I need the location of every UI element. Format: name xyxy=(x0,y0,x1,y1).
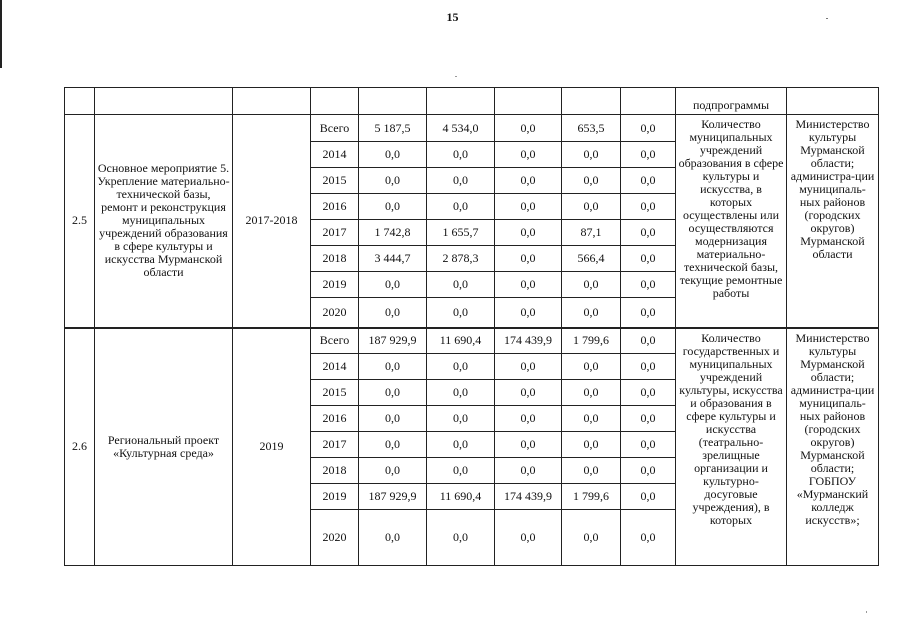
indicator-description: Количество муниципальных учреждений образования в сфере культуры и искусства, в которых осуществлены или осуществляются модернизация материально-технической базы, текущие ремонтные работы xyxy=(676,115,787,328)
funding-amount: 0,0 xyxy=(427,272,495,298)
funding-amount: 0,0 xyxy=(427,168,495,194)
total-amount: 0,0 xyxy=(359,510,427,566)
year-label: 2019 xyxy=(311,484,359,510)
funding-amount: 566,4 xyxy=(562,246,621,272)
funding-amount: 0,0 xyxy=(495,272,562,298)
year-label: 2014 xyxy=(311,354,359,380)
indicator-continuation: подпрограммы xyxy=(676,88,787,115)
funding-amount: 1 655,7 xyxy=(427,220,495,246)
year-label: 2020 xyxy=(311,298,359,328)
funding-amount: 0,0 xyxy=(621,246,676,272)
funding-amount: 0,0 xyxy=(621,328,676,354)
funding-amount: 0,0 xyxy=(427,406,495,432)
funding-amount: 0,0 xyxy=(562,354,621,380)
funding-amount: 0,0 xyxy=(495,298,562,328)
year-label: Всего xyxy=(311,115,359,142)
total-amount: 5 187,5 xyxy=(359,115,427,142)
year-label: 2018 xyxy=(311,458,359,484)
funding-amount: 0,0 xyxy=(495,168,562,194)
scan-speck xyxy=(866,611,867,613)
section-name: Региональный проект «Культурная среда» xyxy=(95,328,233,566)
scan-speck xyxy=(455,76,457,77)
funding-amount: 0,0 xyxy=(562,298,621,328)
funding-amount: 11 690,4 xyxy=(427,328,495,354)
funding-amount: 0,0 xyxy=(562,510,621,566)
table-row xyxy=(65,328,879,354)
funding-amount: 0,0 xyxy=(427,432,495,458)
section-period: 2017-2018 xyxy=(233,115,311,328)
total-amount: 0,0 xyxy=(359,142,427,168)
funding-amount: 0,0 xyxy=(495,458,562,484)
funding-amount: 0,0 xyxy=(495,510,562,566)
funding-amount: 0,0 xyxy=(427,458,495,484)
funding-amount: 0,0 xyxy=(495,194,562,220)
total-amount: 187 929,9 xyxy=(359,484,427,510)
table-row xyxy=(65,115,879,142)
section-period: 2019 xyxy=(233,328,311,566)
year-label: 2015 xyxy=(311,380,359,406)
funding-amount: 0,0 xyxy=(621,298,676,328)
funding-amount: 0,0 xyxy=(621,220,676,246)
funding-amount: 0,0 xyxy=(495,115,562,142)
table-cell xyxy=(787,88,879,115)
funding-amount: 174 439,9 xyxy=(495,484,562,510)
funding-amount: 0,0 xyxy=(427,142,495,168)
year-label: 2015 xyxy=(311,168,359,194)
funding-amount: 0,0 xyxy=(621,432,676,458)
funding-amount: 0,0 xyxy=(621,458,676,484)
scan-edge-mark xyxy=(0,0,2,68)
funding-amount: 87,1 xyxy=(562,220,621,246)
table-cell xyxy=(562,88,621,115)
responsible-executor: Министерство культуры Мурманской области; администра-ции муниципаль-ных районов (городских округов) Мурманской области; ГОБПОУ «Мурманский колледж искусств»; xyxy=(787,328,879,566)
total-amount: 0,0 xyxy=(359,354,427,380)
funding-amount: 11 690,4 xyxy=(427,484,495,510)
table-cell xyxy=(495,88,562,115)
table-row xyxy=(65,88,879,115)
table-cell xyxy=(233,88,311,115)
year-label: 2017 xyxy=(311,220,359,246)
section-number: 2.6 xyxy=(65,328,95,566)
funding-amount: 0,0 xyxy=(621,194,676,220)
total-amount: 0,0 xyxy=(359,272,427,298)
year-label: 2017 xyxy=(311,432,359,458)
section-number: 2.5 xyxy=(65,115,95,328)
funding-amount: 0,0 xyxy=(495,246,562,272)
indicator-description: Количество государственных и муниципальных учреждений культуры, искусства и образования в сфере культуры и искусства (театрально-зрелищные организации и культурно-досуговые учреждения), в которых xyxy=(676,328,787,566)
funding-amount: 0,0 xyxy=(562,458,621,484)
total-amount: 0,0 xyxy=(359,458,427,484)
scan-speck xyxy=(826,18,828,19)
funding-amount: 0,0 xyxy=(621,272,676,298)
table-cell xyxy=(65,88,95,115)
funding-amount: 0,0 xyxy=(562,194,621,220)
year-label: 2020 xyxy=(311,510,359,566)
table-cell xyxy=(621,88,676,115)
funding-amount: 0,0 xyxy=(427,380,495,406)
year-label: 2014 xyxy=(311,142,359,168)
funding-amount: 0,0 xyxy=(427,194,495,220)
table-body xyxy=(65,88,879,566)
funding-amount: 0,0 xyxy=(621,354,676,380)
total-amount: 0,0 xyxy=(359,380,427,406)
funding-amount: 0,0 xyxy=(495,406,562,432)
funding-amount: 0,0 xyxy=(562,168,621,194)
responsible-executor: Министерство культуры Мурманской области; администра-ции муниципаль-ных районов (городских округов) Мурманской области xyxy=(787,115,879,328)
total-amount: 3 444,7 xyxy=(359,246,427,272)
total-amount: 187 929,9 xyxy=(359,328,427,354)
funding-amount: 0,0 xyxy=(495,432,562,458)
funding-amount: 0,0 xyxy=(495,142,562,168)
year-label: 2018 xyxy=(311,246,359,272)
funding-amount: 174 439,9 xyxy=(495,328,562,354)
table-cell xyxy=(95,88,233,115)
total-amount: 0,0 xyxy=(359,432,427,458)
funding-amount: 0,0 xyxy=(427,298,495,328)
table-cell xyxy=(359,88,427,115)
funding-amount: 0,0 xyxy=(621,380,676,406)
funding-amount: 4 534,0 xyxy=(427,115,495,142)
program-activities-table xyxy=(64,87,879,566)
table-cell xyxy=(427,88,495,115)
total-amount: 1 742,8 xyxy=(359,220,427,246)
year-label: 2019 xyxy=(311,272,359,298)
funding-amount: 0,0 xyxy=(621,142,676,168)
funding-amount: 1 799,6 xyxy=(562,328,621,354)
section-name: Основное мероприятие 5. Укрепление материально-технической базы, ремонт и реконструкция муниципальных учреждений образования в сфере культуры и искусства Мурманской области xyxy=(95,115,233,328)
funding-amount: 0,0 xyxy=(562,406,621,432)
funding-amount: 2 878,3 xyxy=(427,246,495,272)
page-number: 15 xyxy=(446,10,459,24)
funding-amount: 0,0 xyxy=(427,510,495,566)
funding-amount: 1 799,6 xyxy=(562,484,621,510)
funding-amount: 0,0 xyxy=(495,220,562,246)
funding-amount: 0,0 xyxy=(621,168,676,194)
funding-amount: 0,0 xyxy=(621,484,676,510)
total-amount: 0,0 xyxy=(359,194,427,220)
funding-amount: 0,0 xyxy=(621,510,676,566)
total-amount: 0,0 xyxy=(359,298,427,328)
funding-amount: 0,0 xyxy=(562,432,621,458)
funding-amount: 0,0 xyxy=(562,272,621,298)
total-amount: 0,0 xyxy=(359,168,427,194)
funding-amount: 0,0 xyxy=(495,380,562,406)
funding-amount: 0,0 xyxy=(562,142,621,168)
total-amount: 0,0 xyxy=(359,406,427,432)
funding-amount: 0,0 xyxy=(621,115,676,142)
year-label: Всего xyxy=(311,328,359,354)
table-cell xyxy=(311,88,359,115)
year-label: 2016 xyxy=(311,406,359,432)
funding-amount: 653,5 xyxy=(562,115,621,142)
funding-amount: 0,0 xyxy=(562,380,621,406)
funding-amount: 0,0 xyxy=(495,354,562,380)
year-label: 2016 xyxy=(311,194,359,220)
funding-amount: 0,0 xyxy=(427,354,495,380)
funding-amount: 0,0 xyxy=(621,406,676,432)
